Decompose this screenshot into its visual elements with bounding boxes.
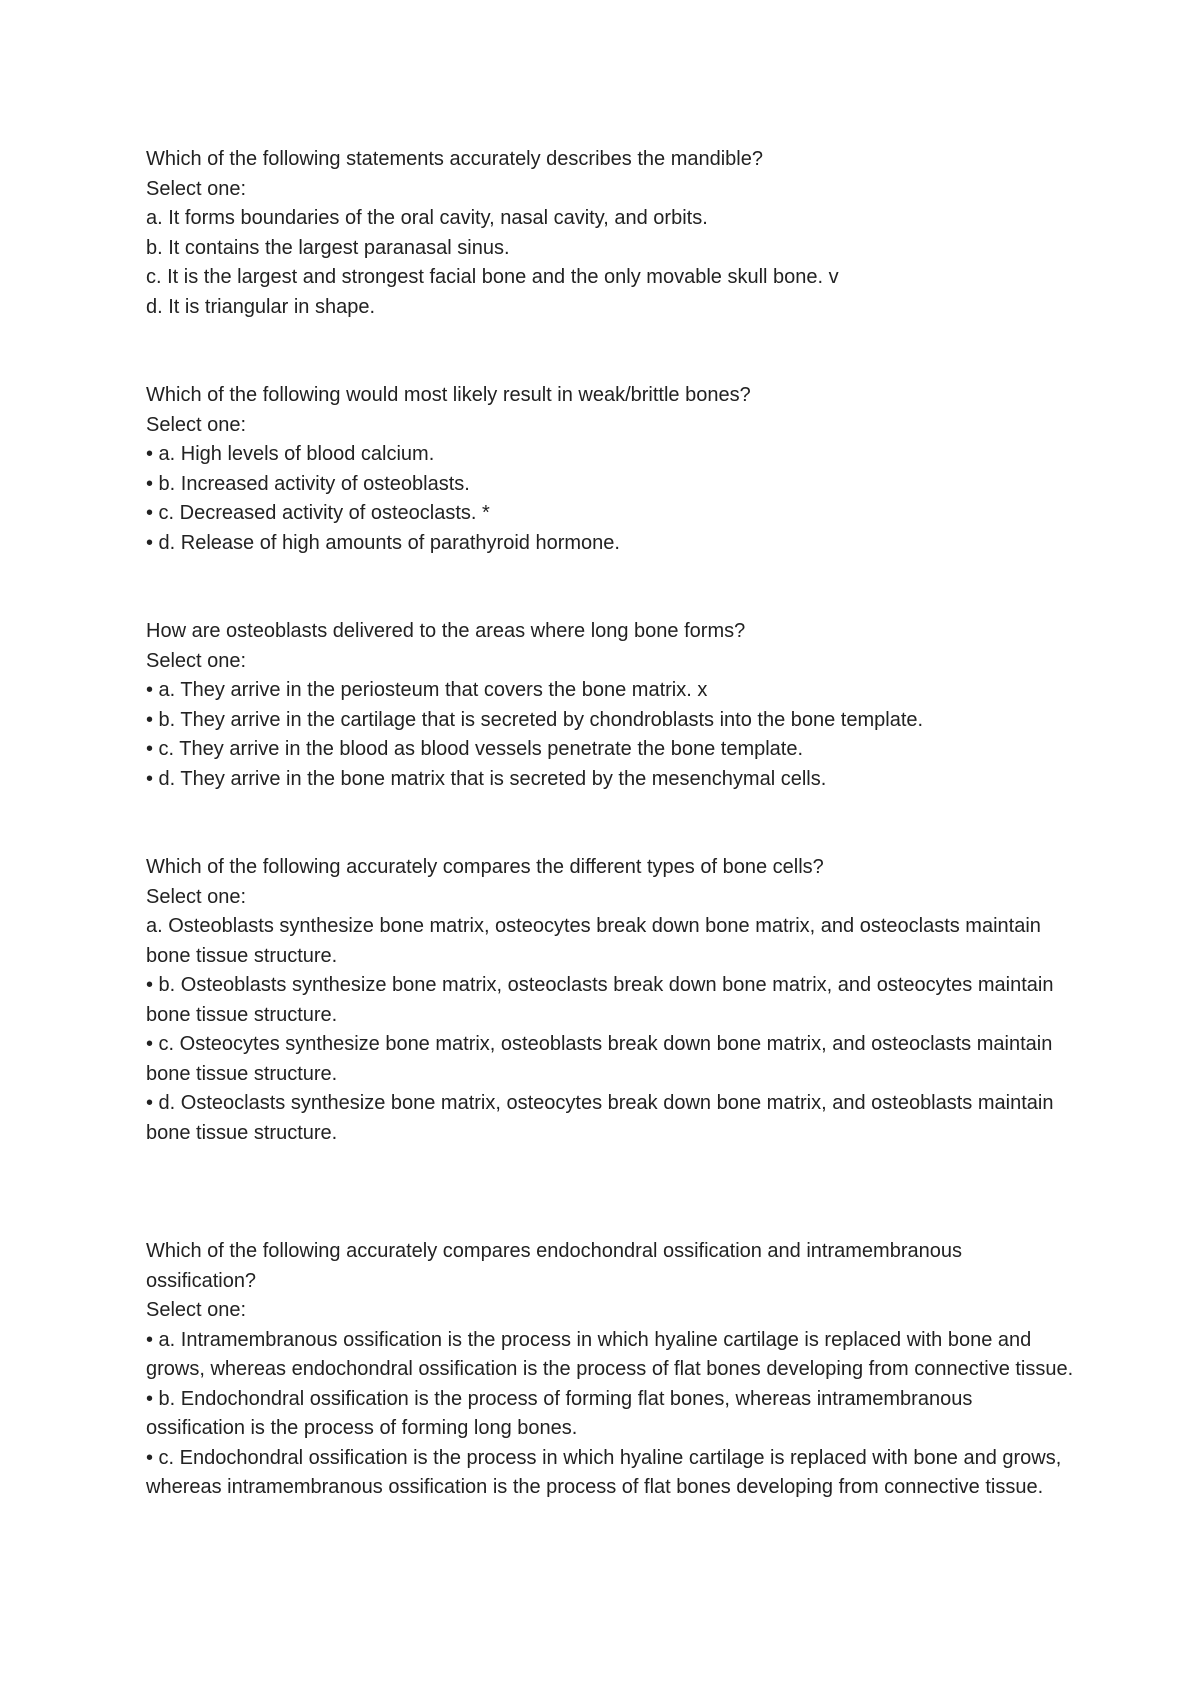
option-b: • b. They arrive in the cartilage that is secreted by chondroblasts into the bone template. <box>146 708 924 731</box>
question-text: Which of the following accurately compares the different types of bone cells? <box>146 856 824 878</box>
question-4 <box>146 853 1076 1148</box>
question-3 <box>146 617 1076 794</box>
option-a: • a. Intramembranous ossification is the process in which hyaline cartilage is replaced with bone and grows, whereas endochondral ossification is the process of flat bones developing from connective tissue. <box>146 1328 1074 1380</box>
question-text: Which of the following would most likely result in weak/brittle bones? <box>146 384 751 406</box>
option-d: • d. Release of high amounts of parathyroid hormone. <box>146 531 620 554</box>
question-text: How are osteoblasts delivered to the areas where long bone forms? <box>146 620 746 642</box>
option-a: a. It forms boundaries of the oral cavity, nasal cavity, and orbits. <box>146 207 708 229</box>
quiz-content <box>146 145 1076 1503</box>
option-d: d. It is triangular in shape. <box>146 295 376 318</box>
option-b: • b. Increased activity of osteoblasts. <box>146 472 470 495</box>
select-one-label: Select one: <box>146 649 247 672</box>
question-5 <box>146 1237 1076 1503</box>
option-c: • c. Endochondral ossification is the process in which hyaline cartilage is replaced with bone and grows, whereas intramembranous ossification is the process of flat bones developing from connective tissue. <box>146 1446 1062 1498</box>
option-c: c. It is the largest and strongest facial bone and the only movable skull bone. v <box>146 266 839 288</box>
option-c: • c. They arrive in the blood as blood vessels penetrate the bone template. <box>146 738 804 760</box>
select-one-label: Select one: <box>146 1299 247 1321</box>
option-b: • b. Endochondral ossification is the process of forming flat bones, whereas intramembranous ossification is the process of forming long bones. <box>146 1387 973 1439</box>
select-one-label: Select one: <box>146 177 247 200</box>
question-1 <box>146 145 1076 322</box>
option-c: • c. Decreased activity of osteoclasts. * <box>146 502 490 524</box>
option-a: • a. High levels of blood calcium. <box>146 443 435 465</box>
option-d: • d. Osteoclasts synthesize bone matrix, osteocytes break down bone matrix, and osteoblasts maintain bone tissue structure. <box>146 1092 1054 1144</box>
option-b: b. It contains the largest paranasal sinus. <box>146 236 510 259</box>
question-text: Which of the following statements accurately describes the mandible? <box>146 148 763 170</box>
option-c: • c. Osteocytes synthesize bone matrix, osteoblasts break down bone matrix, and osteoclasts maintain bone tissue structure. <box>146 1033 1053 1085</box>
question-2 <box>146 381 1076 558</box>
select-one-label: Select one: <box>146 413 247 436</box>
option-a: a. Osteoblasts synthesize bone matrix, osteocytes break down bone matrix, and osteoclasts maintain bone tissue structure. <box>146 915 1041 967</box>
select-one-label: Select one: <box>146 885 247 908</box>
option-a: • a. They arrive in the periosteum that covers the bone matrix. x <box>146 679 708 701</box>
option-b: • b. Osteoblasts synthesize bone matrix, osteoclasts break down bone matrix, and osteocytes maintain bone tissue structure. <box>146 974 1054 1026</box>
option-d: • d. They arrive in the bone matrix that is secreted by the mesenchymal cells. <box>146 767 827 790</box>
question-text: Which of the following accurately compares endochondral ossification and intramembranous ossification? <box>146 1240 962 1292</box>
